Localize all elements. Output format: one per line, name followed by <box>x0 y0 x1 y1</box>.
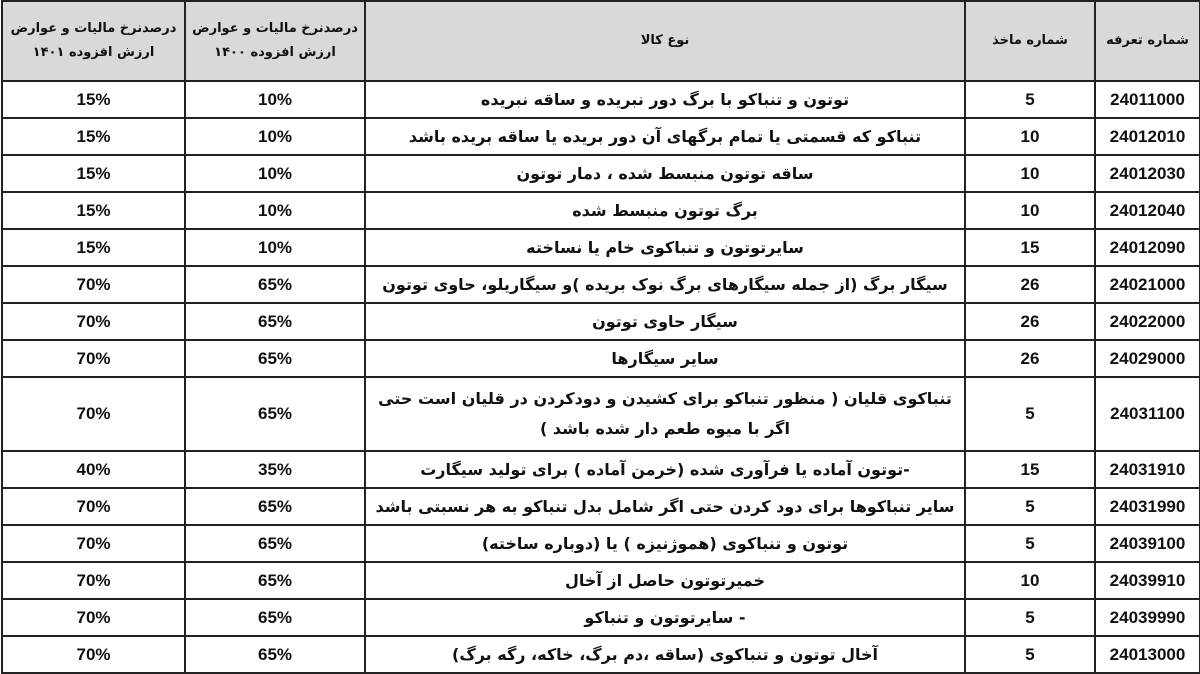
cell-vat-1400: 65% <box>185 562 365 599</box>
table-row <box>2 303 1200 340</box>
table-row <box>2 636 1200 673</box>
cell-source-no: 5 <box>965 636 1095 673</box>
cell-tariff-code: 24029000 <box>1095 340 1200 377</box>
cell-vat-1400: 65% <box>185 599 365 636</box>
cell-vat-1400: 10% <box>185 81 365 118</box>
cell-description: تنباکو که قسمتی یا تمام برگهای آن دور بریده یا ساقه بریده باشد <box>365 118 965 155</box>
cell-description: سیگار حاوی توتون <box>365 303 965 340</box>
cell-vat-1401: 15% <box>2 118 185 155</box>
cell-source-no: 5 <box>965 377 1095 451</box>
cell-source-no: 10 <box>965 118 1095 155</box>
cell-vat-1401: 70% <box>2 303 185 340</box>
cell-tariff-code: 24012040 <box>1095 192 1200 229</box>
table-row <box>2 562 1200 599</box>
cell-vat-1400: 65% <box>185 636 365 673</box>
cell-vat-1400: 65% <box>185 488 365 525</box>
cell-vat-1401: 15% <box>2 81 185 118</box>
cell-tariff-code: 24031100 <box>1095 377 1200 451</box>
cell-description: ساقه توتون منبسط شده ، دمار توتون <box>365 155 965 192</box>
cell-source-no: 26 <box>965 303 1095 340</box>
cell-source-no: 10 <box>965 192 1095 229</box>
cell-vat-1401: 70% <box>2 340 185 377</box>
cell-source-no: 15 <box>965 229 1095 266</box>
cell-vat-1401: 70% <box>2 266 185 303</box>
cell-tariff-code: 24012090 <box>1095 229 1200 266</box>
cell-description: سایر سیگارها <box>365 340 965 377</box>
cell-vat-1401: 70% <box>2 599 185 636</box>
cell-vat-1401: 70% <box>2 525 185 562</box>
header-vat-1401-line1: درصدنرخ مالیات و عوارض <box>10 21 177 36</box>
cell-source-no: 5 <box>965 525 1095 562</box>
cell-vat-1401: 70% <box>2 636 185 673</box>
header-source-no: شماره ماخذ <box>965 1 1095 81</box>
cell-vat-1400: 10% <box>185 229 365 266</box>
cell-source-no: 10 <box>965 562 1095 599</box>
cell-tariff-code: 24031990 <box>1095 488 1200 525</box>
table-row <box>2 451 1200 488</box>
cell-tariff-code: 24012010 <box>1095 118 1200 155</box>
cell-source-no: 15 <box>965 451 1095 488</box>
cell-vat-1401: 15% <box>2 229 185 266</box>
cell-description: - سایرتوتون و تنباکو <box>365 599 965 636</box>
cell-vat-1401: 15% <box>2 192 185 229</box>
table-row <box>2 81 1200 118</box>
cell-description: توتون و تنباکو با برگ دور نبریده و ساقه نبریده <box>365 81 965 118</box>
table-row <box>2 599 1200 636</box>
cell-vat-1401: 40% <box>2 451 185 488</box>
cell-tariff-code: 24031910 <box>1095 451 1200 488</box>
cell-source-no: 26 <box>965 340 1095 377</box>
cell-source-no: 26 <box>965 266 1095 303</box>
header-vat-1401-line2: ارزش افزوده ۱۴۰۱ <box>32 45 155 60</box>
header-vat-1400 <box>185 1 365 81</box>
tariff-table <box>1 0 1200 674</box>
cell-description: سایرتوتون و تنباکوی خام یا نساخته <box>365 229 965 266</box>
cell-tariff-code: 24022000 <box>1095 303 1200 340</box>
cell-source-no: 5 <box>965 599 1095 636</box>
cell-description: توتون و تنباکوی (هموژنیزه ) یا (دوباره ساخته) <box>365 525 965 562</box>
table-row <box>2 266 1200 303</box>
cell-description: -توتون آماده یا فرآوری شده (خرمن آماده ) برای تولید سیگارت <box>365 451 965 488</box>
header-tariff-no: شماره تعرفه <box>1095 1 1200 81</box>
cell-vat-1400: 65% <box>185 525 365 562</box>
cell-vat-1401: 15% <box>2 155 185 192</box>
header-row <box>2 1 1200 81</box>
cell-tariff-code: 24011000 <box>1095 81 1200 118</box>
cell-source-no: 10 <box>965 155 1095 192</box>
table-row <box>2 488 1200 525</box>
cell-tariff-code: 24039100 <box>1095 525 1200 562</box>
header-vat-1400-line2: ارزش افزوده ۱۴۰۰ <box>214 45 336 60</box>
cell-vat-1400: 65% <box>185 303 365 340</box>
cell-description: تنباکوی قلیان ( منظور تنباکو برای کشیدن و دودکردن در قلیان است حتی اگر با میوه طعم دار شده باشد ) <box>365 377 965 451</box>
header-goods-type: نوع کالا <box>365 1 965 81</box>
cell-vat-1400: 65% <box>185 266 365 303</box>
cell-description: سایر تنباکوها برای دود کردن حتی اگر شامل بدل تنباکو به هر نسبتی باشد <box>365 488 965 525</box>
cell-vat-1400: 10% <box>185 192 365 229</box>
cell-vat-1400: 10% <box>185 155 365 192</box>
table-row <box>2 377 1200 451</box>
cell-tariff-code: 24012030 <box>1095 155 1200 192</box>
cell-source-no: 5 <box>965 81 1095 118</box>
cell-tariff-code: 24039990 <box>1095 599 1200 636</box>
cell-description: آخال توتون و تنباکوی (ساقه ،دم برگ، خاکه، رگه برگ) <box>365 636 965 673</box>
cell-vat-1400: 10% <box>185 118 365 155</box>
cell-vat-1400: 35% <box>185 451 365 488</box>
cell-source-no: 5 <box>965 488 1095 525</box>
cell-tariff-code: 24013000 <box>1095 636 1200 673</box>
cell-tariff-code: 24039910 <box>1095 562 1200 599</box>
cell-tariff-code: 24021000 <box>1095 266 1200 303</box>
header-vat-1400-line1: درصدنرخ مالیات و عوارض <box>192 21 358 36</box>
cell-vat-1401: 70% <box>2 377 185 451</box>
table-row <box>2 340 1200 377</box>
table-row <box>2 525 1200 562</box>
header-vat-1401 <box>2 1 185 81</box>
cell-description: خمیرتوتون حاصل از آخال <box>365 562 965 599</box>
table-row <box>2 229 1200 266</box>
table-row <box>2 118 1200 155</box>
cell-description: برگ توتون منبسط شده <box>365 192 965 229</box>
table-row <box>2 155 1200 192</box>
table-row <box>2 192 1200 229</box>
cell-vat-1401: 70% <box>2 488 185 525</box>
cell-vat-1400: 65% <box>185 377 365 451</box>
cell-vat-1401: 70% <box>2 562 185 599</box>
cell-description: سیگار برگ (از جمله سیگارهای برگ نوک بریده )و سیگاریلو، حاوی توتون <box>365 266 965 303</box>
cell-vat-1400: 65% <box>185 340 365 377</box>
